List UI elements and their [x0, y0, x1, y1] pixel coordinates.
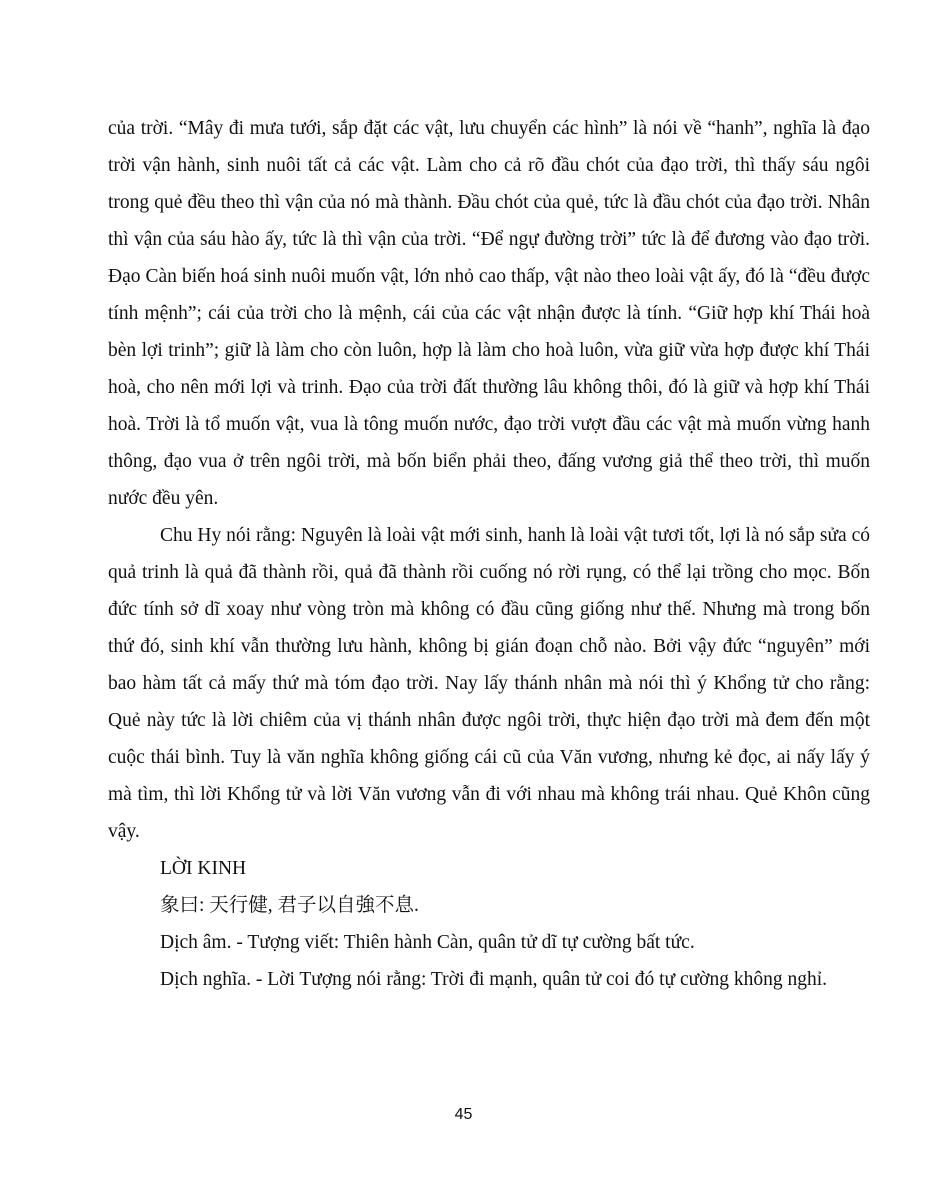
paragraph-commentary-continued: của trời. “Mây đi mưa tưới, sắp đặt các vật, lưu chuyển các hình” là nói về “hanh”, nghĩa là đạo trời vận hành, sinh nuôi tất cả các vật. Làm cho cả rõ đầu chót của đạo trời, thì thấy sáu ngôi trong quẻ đều theo thì vận của nó mà thành. Đầu chót của quẻ, tức là đầu chót của đạo trời. Nhân thì vận của sáu hào ấy, tức là thì vận của trời. “Để ngự đường trời” tức là để đương vào đạo trời. Đạo Càn biến hoá sinh nuôi muốn vật, lớn nhỏ cao thấp, vật nào theo loài vật ấy, đó là “đều được tính mệnh”; cái của trời cho là mệnh, cái của các vật nhận được là tính. “Giữ hợp khí Thái hoà bèn lợi trinh”; giữ là làm cho còn luôn, hợp là làm cho hoà luôn, vừa giữ vừa hợp được khí Thái hoà, cho nên mới lợi và trinh. Đạo của trời đất thường lâu không thôi, đó là giữ và hợp khí Thái hoà. Trời là tổ muốn vật, vua là tông muốn nước, đạo trời vượt đầu các vật mà muốn vừng hanh thông, đạo vua ở trên ngôi trời, mà bốn biển phải theo, đấng vương giả thể theo trời, thì muốn nước đều yên.: [108, 118, 870, 509]
page-number: 45: [454, 1106, 473, 1123]
page-body: [108, 110, 870, 998]
transliteration-line: Dịch âm. - Tượng viết: Thiên hành Càn, quân tử dĩ tự cường bất tức.: [160, 932, 695, 953]
classical-chinese-text: 象曰: 天行健, 君子以自強不息.: [160, 895, 419, 916]
section-heading-loi-kinh: LỜI KINH: [160, 858, 247, 879]
paragraph-chu-hy-commentary: Chu Hy nói rằng: Nguyên là loài vật mới sinh, hanh là loài vật tươi tốt, lợi là nó sắp sửa có quả trinh là quả đã thành rồi, quả đã thành rồi cuống nó rời rụng, có thể lại trồng cho mọc. Bốn đức tính sở dĩ xoay như vòng tròn mà không có đầu cũng giống như thế. Nhưng mà trong bốn thứ đó, sinh khí vẫn thường lưu hành, không bị gián đoạn chỗ nào. Bởi vậy đức “nguyên” mới bao hàm tất cả mấy thứ mà tóm đạo trời. Nay lấy thánh nhân mà nói thì ý Khổng tử cho rằng: Quẻ này tức là lời chiêm của vị thánh nhân được ngôi trời, thực hiện đạo trời mà đem đến một cuộc thái bình. Tuy là văn nghĩa không giống cái cũ của Văn vương, nhưng kẻ đọc, ai nấy lấy ý mà tìm, thì lời Khổng tử và lời Văn vương vẫn đi với nhau mà không trái nhau. Quẻ Khôn cũng vậy.: [108, 525, 870, 842]
translation-paragraph: Dịch nghĩa. - Lời Tượng nói rằng: Trời đi mạnh, quân tử coi đó tự cường không nghỉ.: [160, 969, 828, 990]
